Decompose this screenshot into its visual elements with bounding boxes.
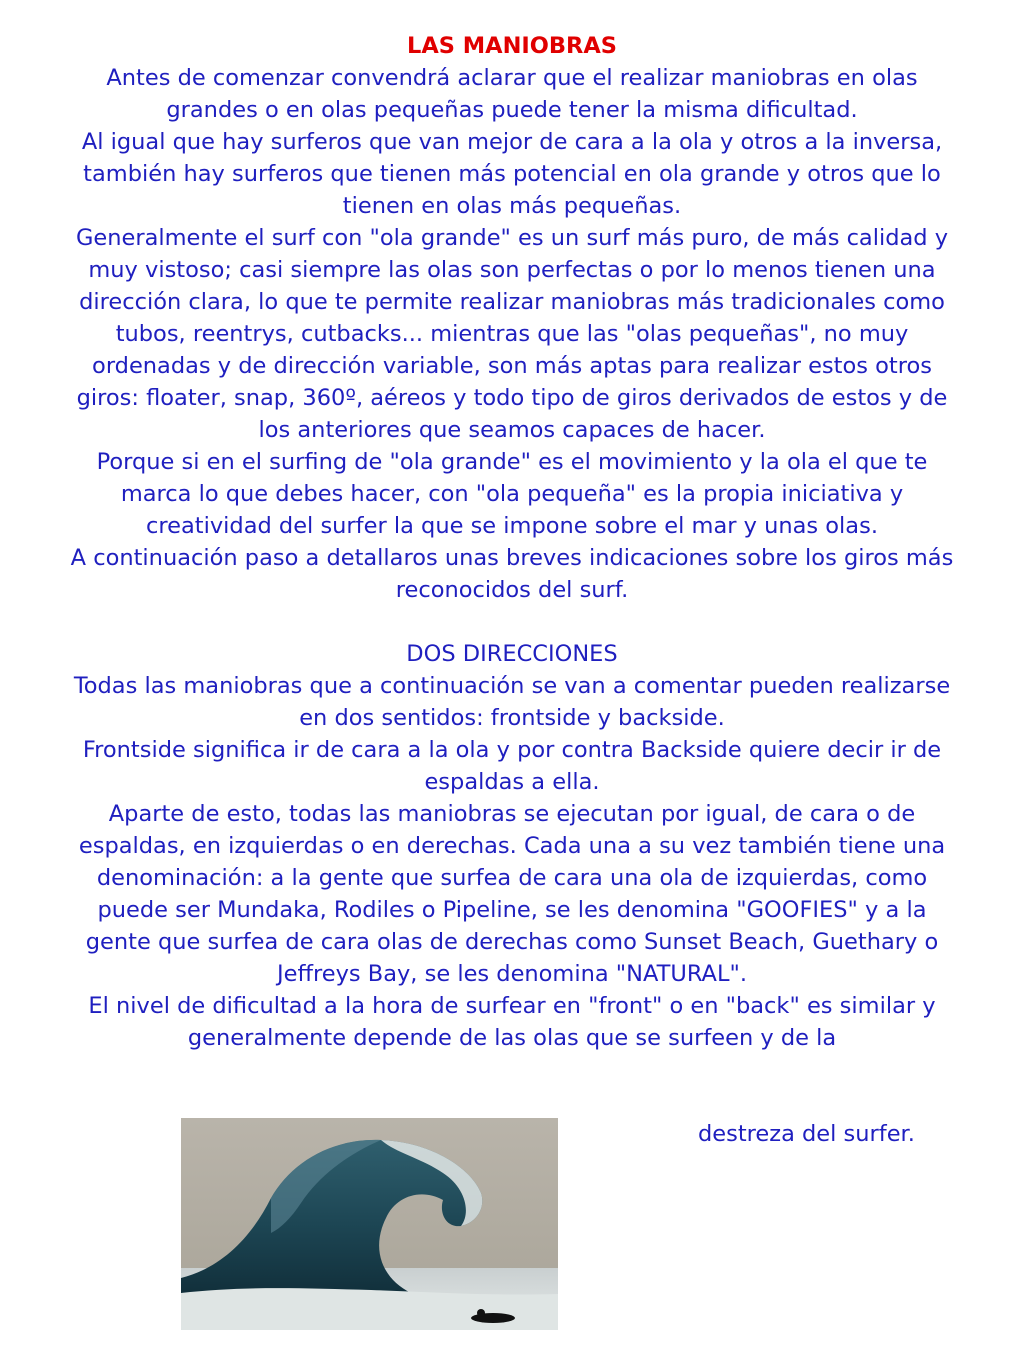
wave-illustration [181, 1118, 558, 1330]
paragraph: Generalmente el surf con "ola grande" es un surf más puro, de más calidad y muy vistoso; casi siempre las olas son perfectas o por lo menos tienen una dirección clara, lo que te permite realizar maniobras más tradicionales como tubos, reentrys, cutbacks... mientras que las "olas pequeñas", no muy ordenadas y de dirección variable, son más aptas para realizar estos otros giros: floater, snap, 360º, aéreos y todo tipo de giros derivados de estos y de los anteriores que seamos capaces de hacer. [75, 225, 949, 443]
paragraph: Porque si en el surfing de "ola grande" es el movimiento y la ola el que te marca lo que debes hacer, con "ola pequeña" es la propia iniciativa y creatividad del surfer la que se impone sobre el mar y unas olas. [96, 449, 928, 539]
paragraph: Frontside significa ir de cara a la ola y por contra Backside quiere decir ir de espaldas a ella. [82, 737, 942, 795]
document-body [70, 30, 954, 1054]
page-title: LAS MANIOBRAS [406, 33, 617, 59]
paragraph: A continuación paso a detallaros unas breves indicaciones sobre los giros más reconocidos del surf. [70, 545, 954, 603]
blank-line [70, 606, 954, 638]
paragraph: Todas las maniobras que a continuación se van a comentar pueden realizarse en dos sentidos: frontside y backside. [73, 673, 951, 731]
surfer-head [477, 1309, 485, 1317]
paragraph: El nivel de dificultad a la hora de surfear en "front" o en "back" es similar y generalmente depende de las olas que se surfeen y de la [88, 993, 936, 1051]
wave-photo [181, 1118, 558, 1330]
paragraph: Al igual que hay surferos que van mejor de cara a la ola y otros a la inversa, también hay surferos que tienen más potencial en ola grande y otros que lo tienen en olas más pequeñas. [81, 129, 943, 219]
paragraph: Aparte de esto, todas las maniobras se ejecutan por igual, de cara o de espaldas, en izquierdas o en derechas. Cada una a su vez también tiene una denominación: a la gente que surfea de cara una ola de izquierdas, como puede ser Mundaka, Rodiles o Pipeline, se les denomina "GOOFIES" y a la gente que surfea de cara olas de derechas como Sunset Beach, Guethary o Jeffreys Bay, se les denomina "NATURAL". [78, 801, 946, 987]
paragraph-continuation: destreza del surfer. [698, 1121, 915, 1147]
section-title: DOS DIRECCIONES [406, 641, 618, 667]
paragraph: Antes de comenzar convendrá aclarar que el realizar maniobras en olas grandes o en olas pequeñas puede tener la misma dificultad. [106, 65, 918, 123]
